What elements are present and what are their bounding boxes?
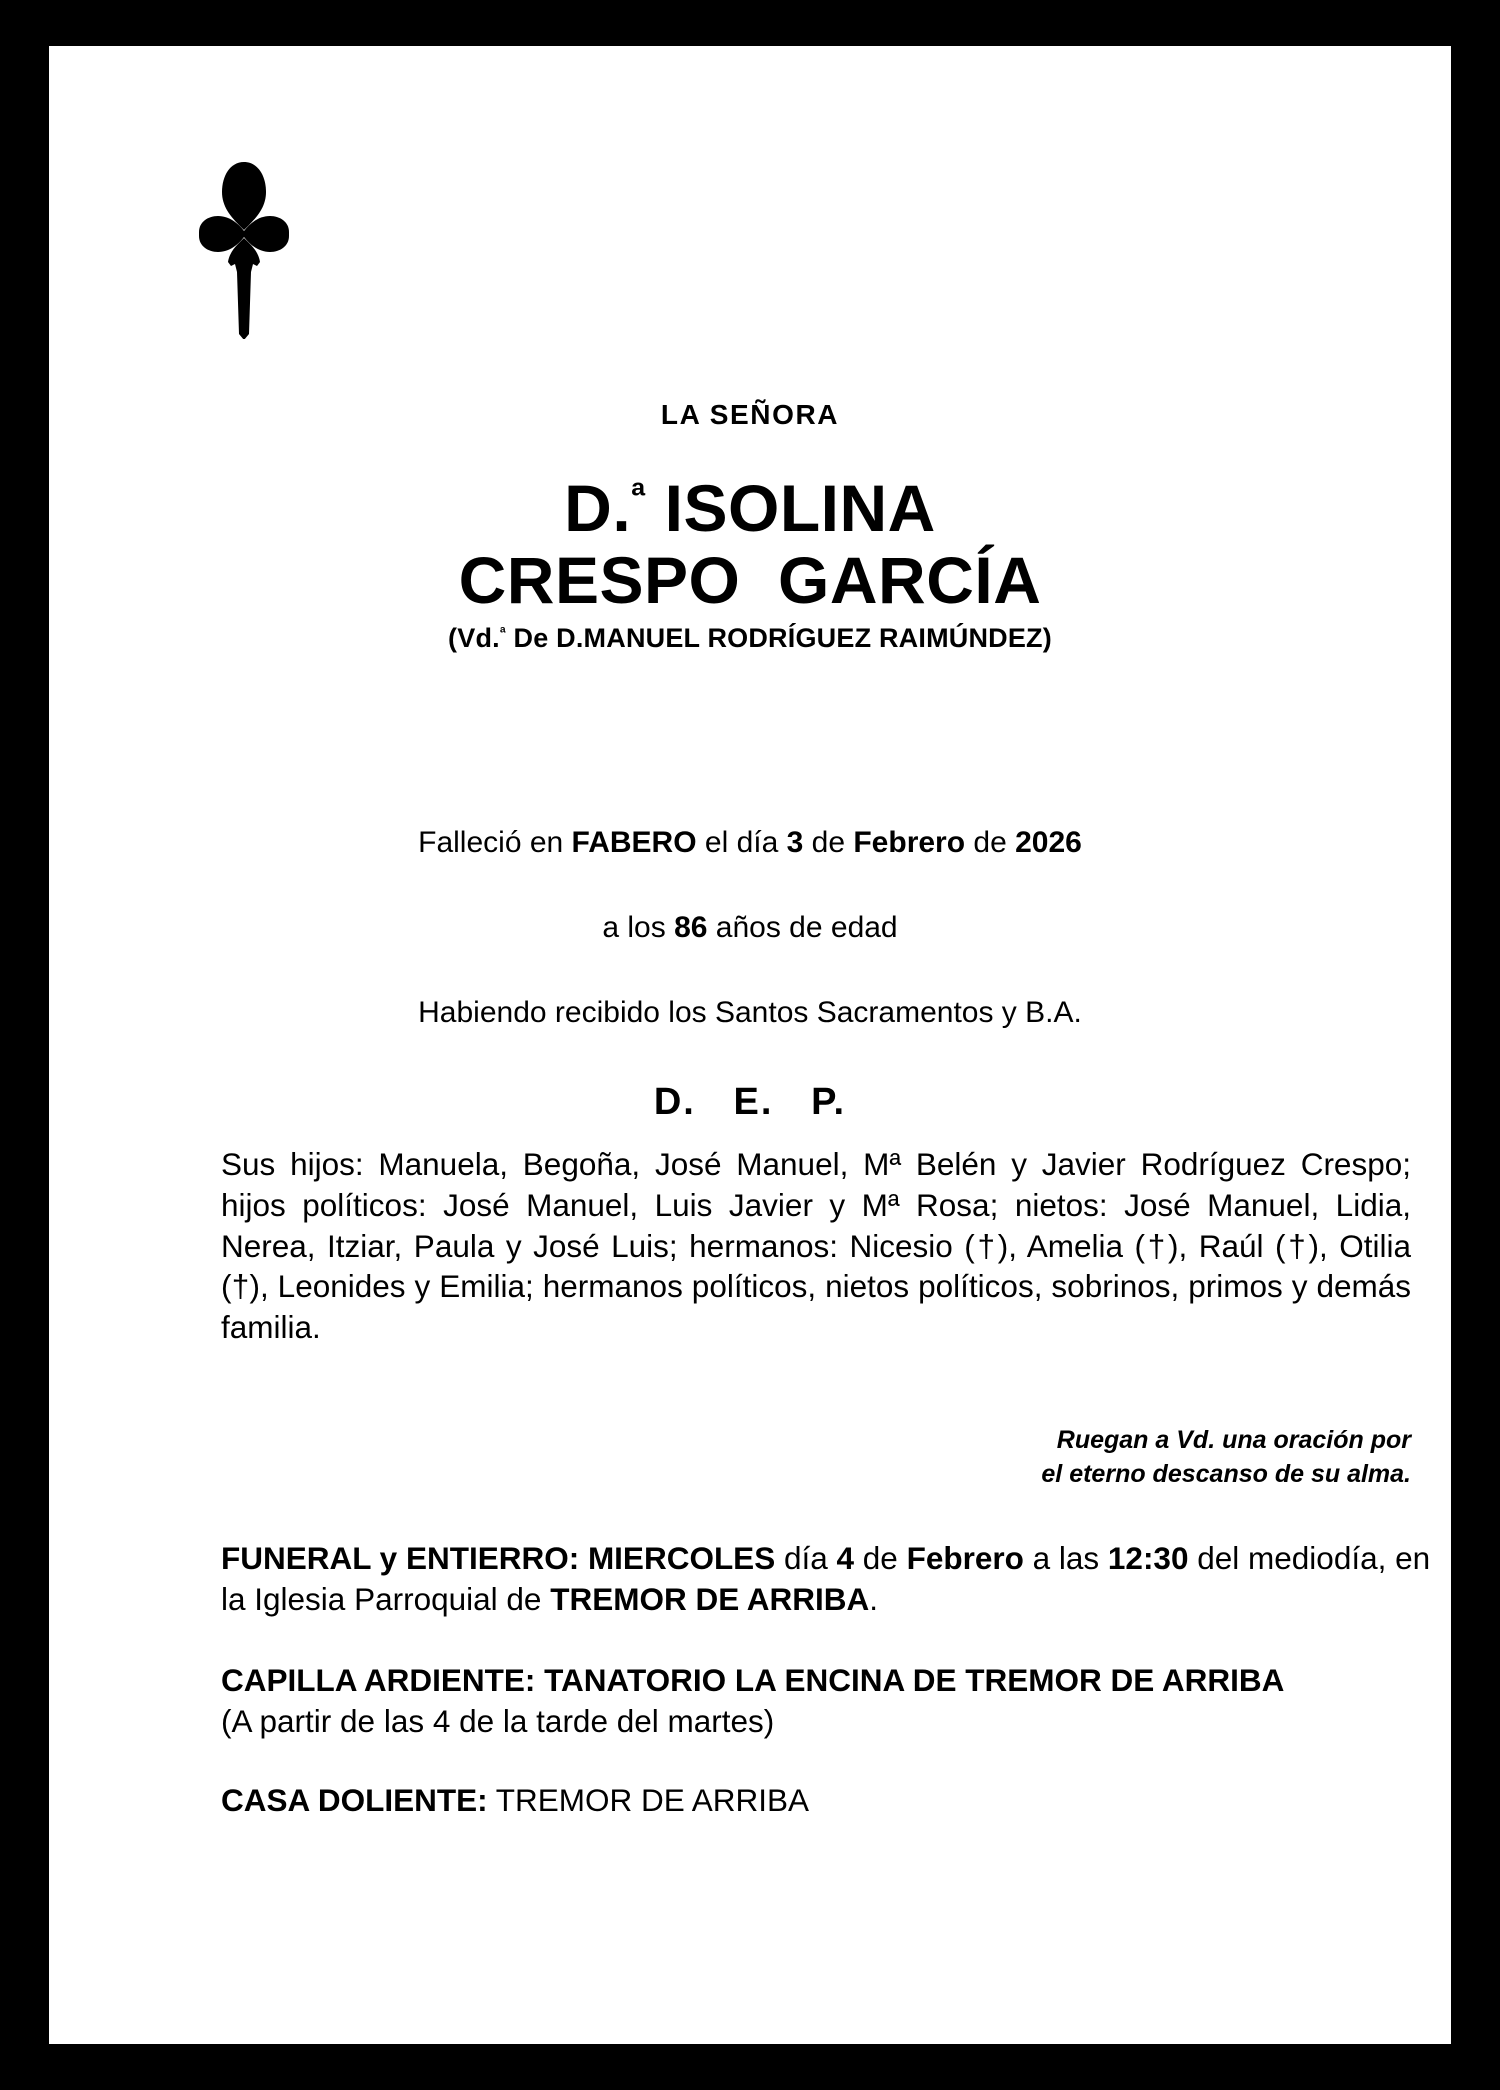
chapel-label: CAPILLA ARDIENTE: TANATORIO LA ENCINA DE TREMOR DE ARRIBA [221, 1661, 1285, 1698]
age-prefix: a los [602, 911, 675, 944]
widow-open: (Vd. [448, 622, 500, 653]
prayer-line-1: Ruegan a Vd. una oración por [1056, 1426, 1411, 1454]
cross-of-santiago-icon [189, 154, 299, 339]
widow-of-label [49, 622, 1451, 653]
name-given: ISOLINA [645, 471, 936, 545]
service-details [221, 1538, 1431, 1821]
chapel-note: (A partir de las 4 de la tarde del martes) [221, 1702, 775, 1739]
age-line [49, 913, 1451, 943]
death-year: 2026 [1015, 826, 1082, 859]
family-paragraph [221, 1144, 1411, 1348]
death-mid-3: de [965, 826, 1016, 859]
spacer-1 [221, 1620, 1431, 1660]
prayer-request [221, 1424, 1411, 1491]
notice-content [49, 46, 1451, 2044]
funeral-day-word: día [775, 1540, 837, 1576]
death-place: FABERO [571, 826, 697, 859]
funeral-end: . [869, 1580, 879, 1617]
mourning-house-line [221, 1780, 1431, 1821]
death-date-line [49, 828, 1451, 858]
name-ordinal: ª [631, 474, 646, 518]
death-prefix: Falleció en [418, 826, 572, 859]
dep-abbreviation: D. E. P. [653, 1081, 847, 1123]
honorific-label: LA SEÑORA [660, 399, 840, 430]
funeral-line [221, 1538, 1431, 1620]
deceased-name-line-1 [49, 471, 1451, 545]
death-day: 3 [786, 826, 804, 859]
deceased-name-line-2: CRESPO GARCÍA [458, 542, 1042, 617]
widow-rest: De D.MANUEL RODRÍGUEZ RAIMÚNDEZ) [505, 622, 1052, 653]
funeral-month: Febrero [906, 1540, 1024, 1576]
funeral-mid-3: del mediodía, en la Iglesia Parroquial de [221, 1540, 1431, 1617]
funeral-place: TREMOR DE ARRIBA [550, 1580, 870, 1617]
widow-ordinal: ª [499, 624, 506, 642]
age-suffix: años de edad [707, 911, 898, 944]
family-text: Sus hijos: Manuela, Begoña, José Manuel, Mª Belén y Javier Rodríguez Crespo; hijos políticos: José Manuel, Luis Javier y Mª Rosa; nietos: José Manuel, Lidia, Nerea, Itziar, Paula y José Luis; hermanos: Nicesio (†), Amelia (†), Raúl (†), Otilia (†), Leonides y Emilia; hermanos políticos, nietos políticos, sobrinos, primos y demás familia. [221, 1146, 1411, 1346]
death-info-block [49, 828, 1451, 1121]
death-month: Febrero [853, 826, 966, 859]
funeral-mid-2: a las [1023, 1540, 1108, 1576]
funeral-mid-1: de [854, 1540, 907, 1576]
mourning-house-place: TREMOR DE ARRIBA [487, 1781, 810, 1818]
funeral-label: FUNERAL y ENTIERRO: MIERCOLES [221, 1540, 776, 1576]
sacraments-line: Habiendo recibido los Santos Sacramentos y B.A. [418, 996, 1082, 1029]
prayer-line-2: el eterno descanso de su alma. [1041, 1459, 1411, 1488]
notice-header [49, 401, 1451, 652]
funeral-day: 4 [836, 1540, 855, 1576]
chapel-line [221, 1660, 1431, 1701]
name-prefix: D. [564, 471, 632, 545]
mourning-house-label: CASA DOLIENTE: [221, 1781, 488, 1818]
death-mid-2: de [803, 826, 854, 859]
death-mid-1: el día [696, 826, 787, 859]
age-value: 86 [674, 911, 708, 944]
funeral-time: 12:30 [1107, 1540, 1189, 1576]
spacer-2 [221, 1742, 1431, 1780]
